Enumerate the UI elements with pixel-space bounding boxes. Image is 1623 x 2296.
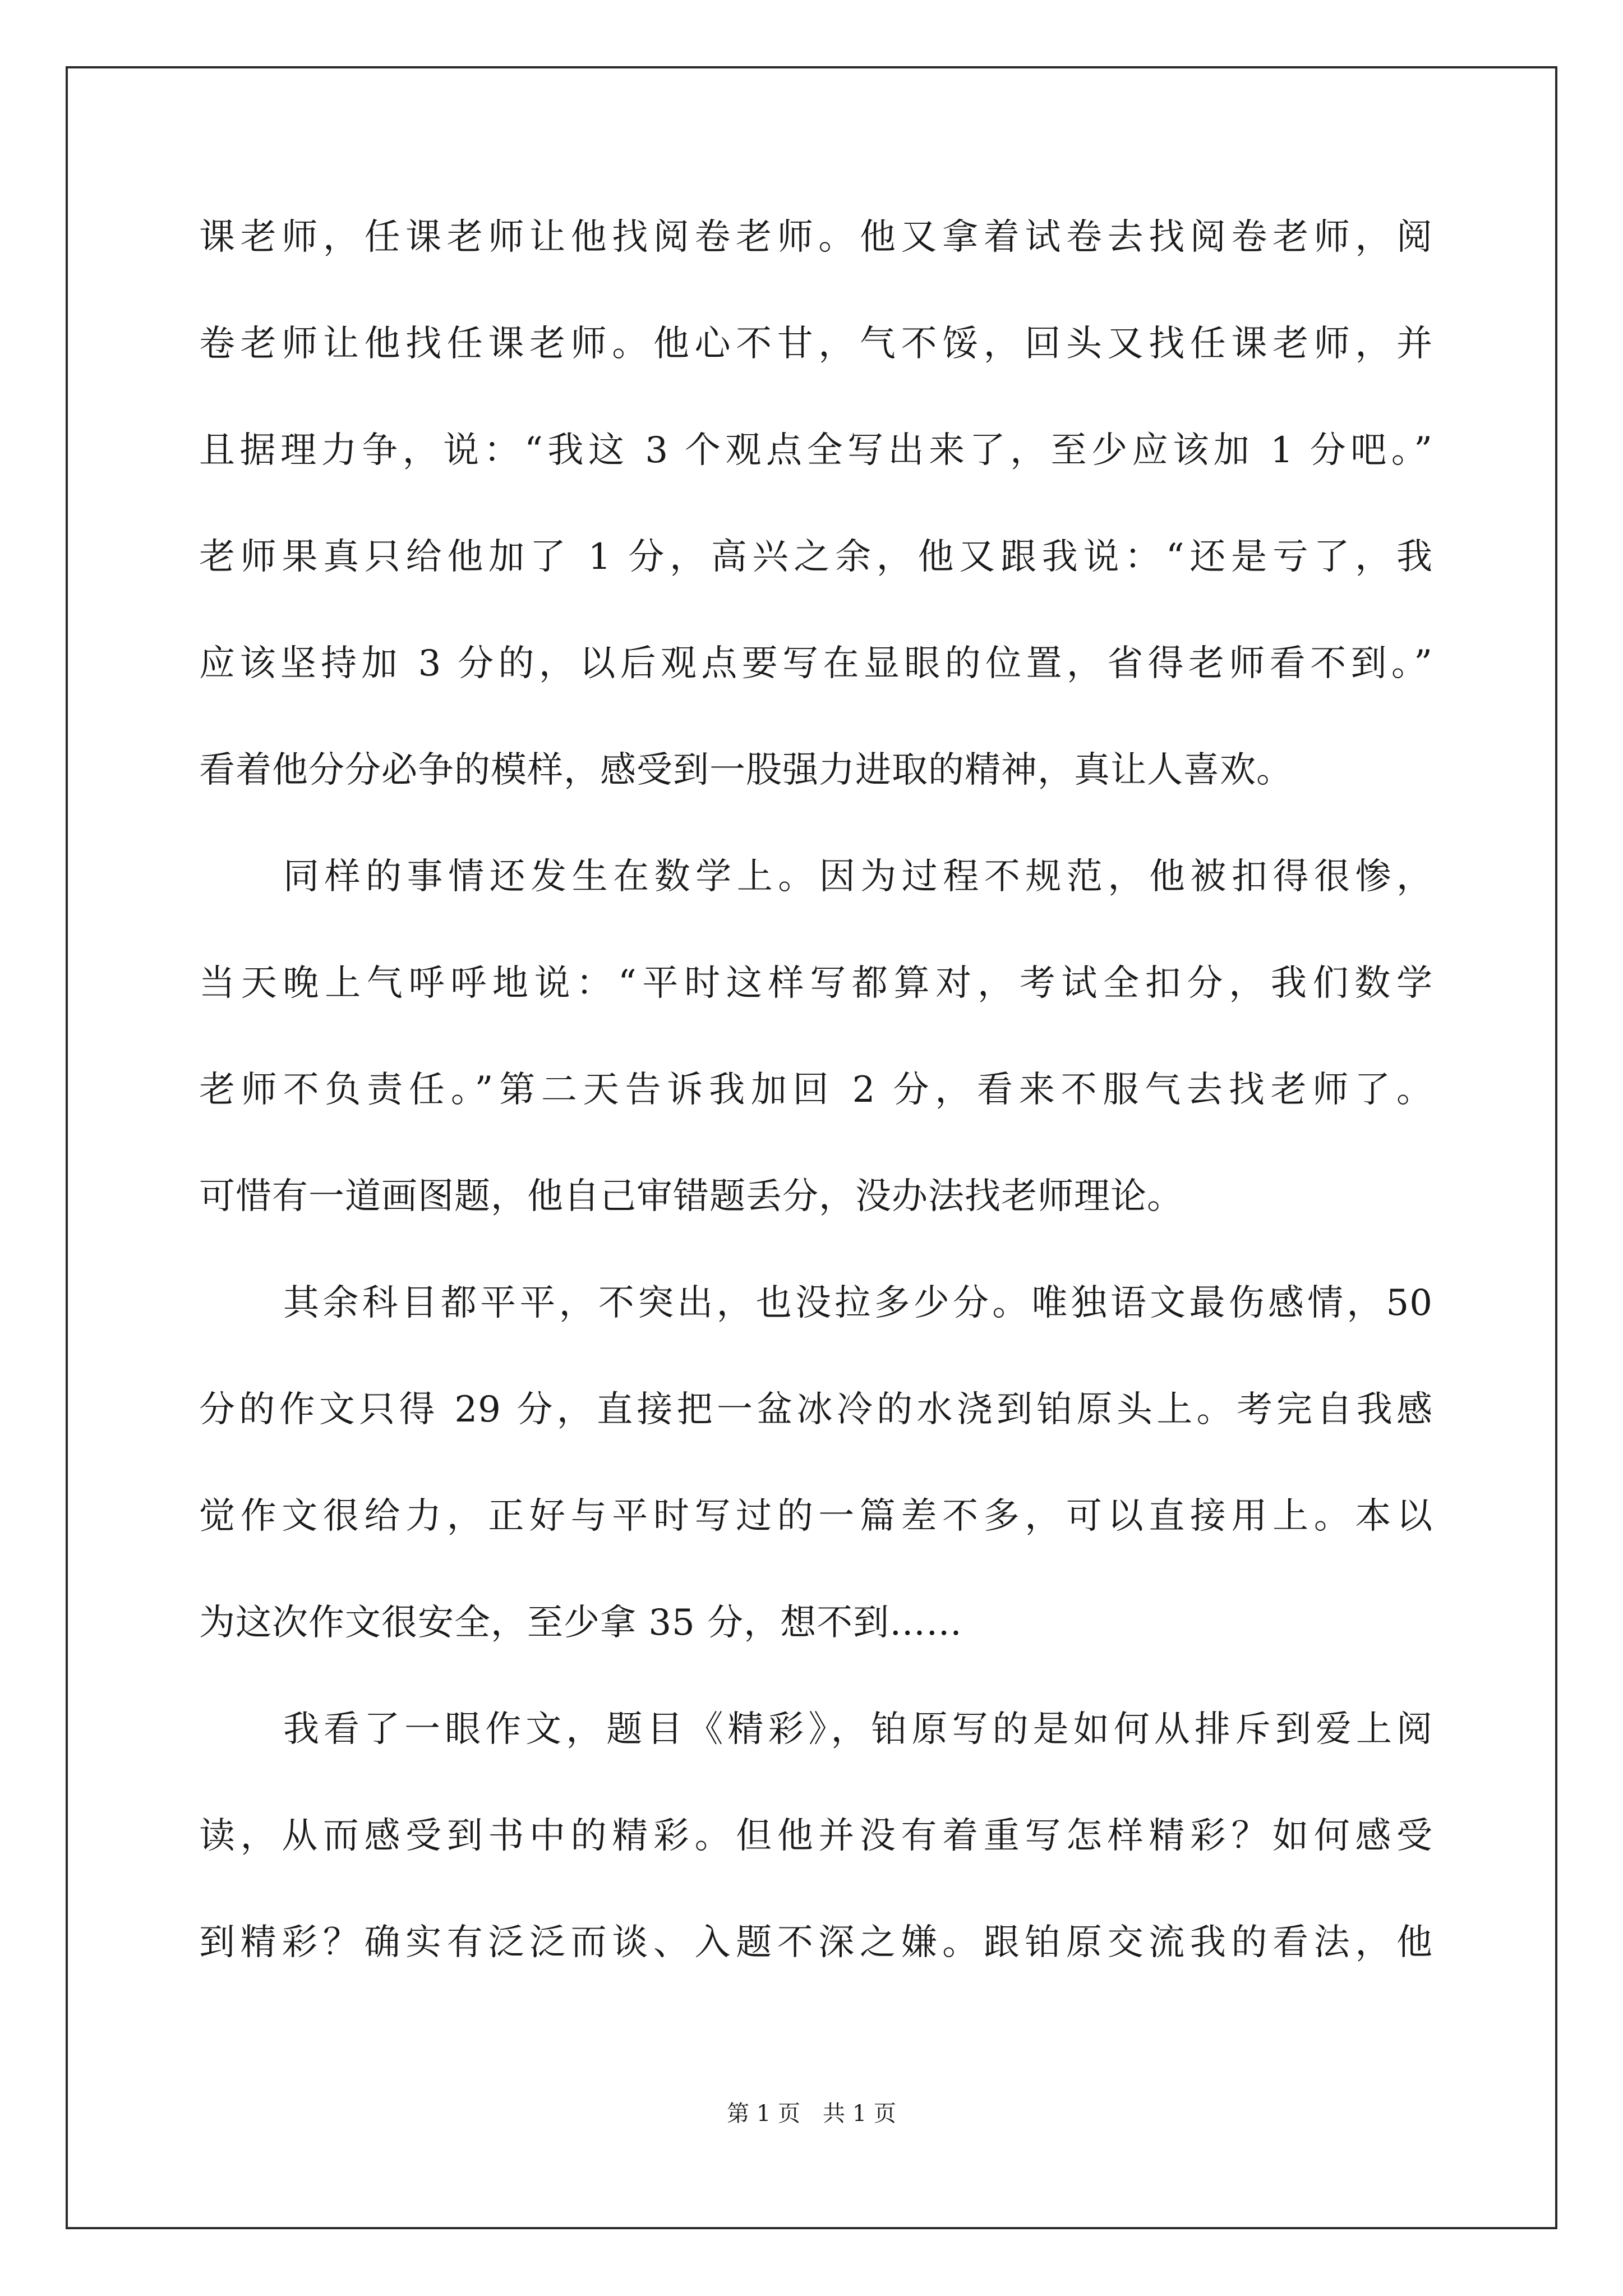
text-line: 觉作文很给力，正好与平时写过的一篇差不多，可以直接用上。本以 (199, 1496, 1433, 1537)
paragraph-first-line: 我看了一眼作文，题目《精彩》，铂原写的是如何从排斥到爱上阅 (283, 1709, 1433, 1750)
text-line: 到精彩？确实有泛泛而谈、入题不深之嫌。跟铂原交流我的看法，他 (199, 1922, 1433, 1963)
text-line: 读，从而感受到书中的精彩。但他并没有着重写怎样精彩？如何感受 (199, 1815, 1433, 1857)
paragraph-first-line: 同样的事情还发生在数学上。因为过程不规范，他被扣得很惨， (283, 856, 1433, 898)
text-line: 且据理力争，说：“我这 3 个观点全写出来了，至少应该加 1 分吧。” (199, 430, 1433, 471)
document-body (199, 206, 1433, 2018)
text-line: 卷老师让他找任课老师。他心不甘，气不馁，回头又找任课老师，并 (199, 323, 1433, 365)
text-line: 可惜有一道画图题，他自己审错题丢分，没办法找老师理论。 (199, 1176, 1183, 1217)
text-line: 看着他分分必争的模样，感受到一股强力进取的精神，真让人喜欢。 (199, 749, 1293, 791)
text-line: 分的作文只得 29 分，直接把一盆冰冷的水浇到铂原头上。考完自我感 (199, 1389, 1433, 1430)
text-line: 老师果真只给他加了 1 分，高兴之余，他又跟我说：“还是亏了，我 (199, 536, 1433, 578)
text-line: 老师不负责任。”第二天告诉我加回 2 分，看来不服气去找老师了。 (199, 1069, 1433, 1111)
text-line: 当天晚上气呼呼地说：“平时这样写都算对，考试全扣分，我们数学 (199, 963, 1433, 1004)
text-line: 课老师，任课老师让他找阅卷老师。他又拿着试卷去找阅卷老师，阅 (199, 217, 1433, 258)
paragraph-first-line: 其余科目都平平，不突出，也没拉多少分。唯独语文最伤感情，50 (283, 1282, 1433, 1324)
text-line: 为这次作文很安全，至少拿 35 分，想不到…… (199, 1602, 963, 1644)
text-line: 应该坚持加 3 分的，以后观点要写在显眼的位置，省得老师看不到。” (199, 643, 1433, 684)
page-number-footer: 第 1 页 共 1 页 (727, 2101, 896, 2127)
